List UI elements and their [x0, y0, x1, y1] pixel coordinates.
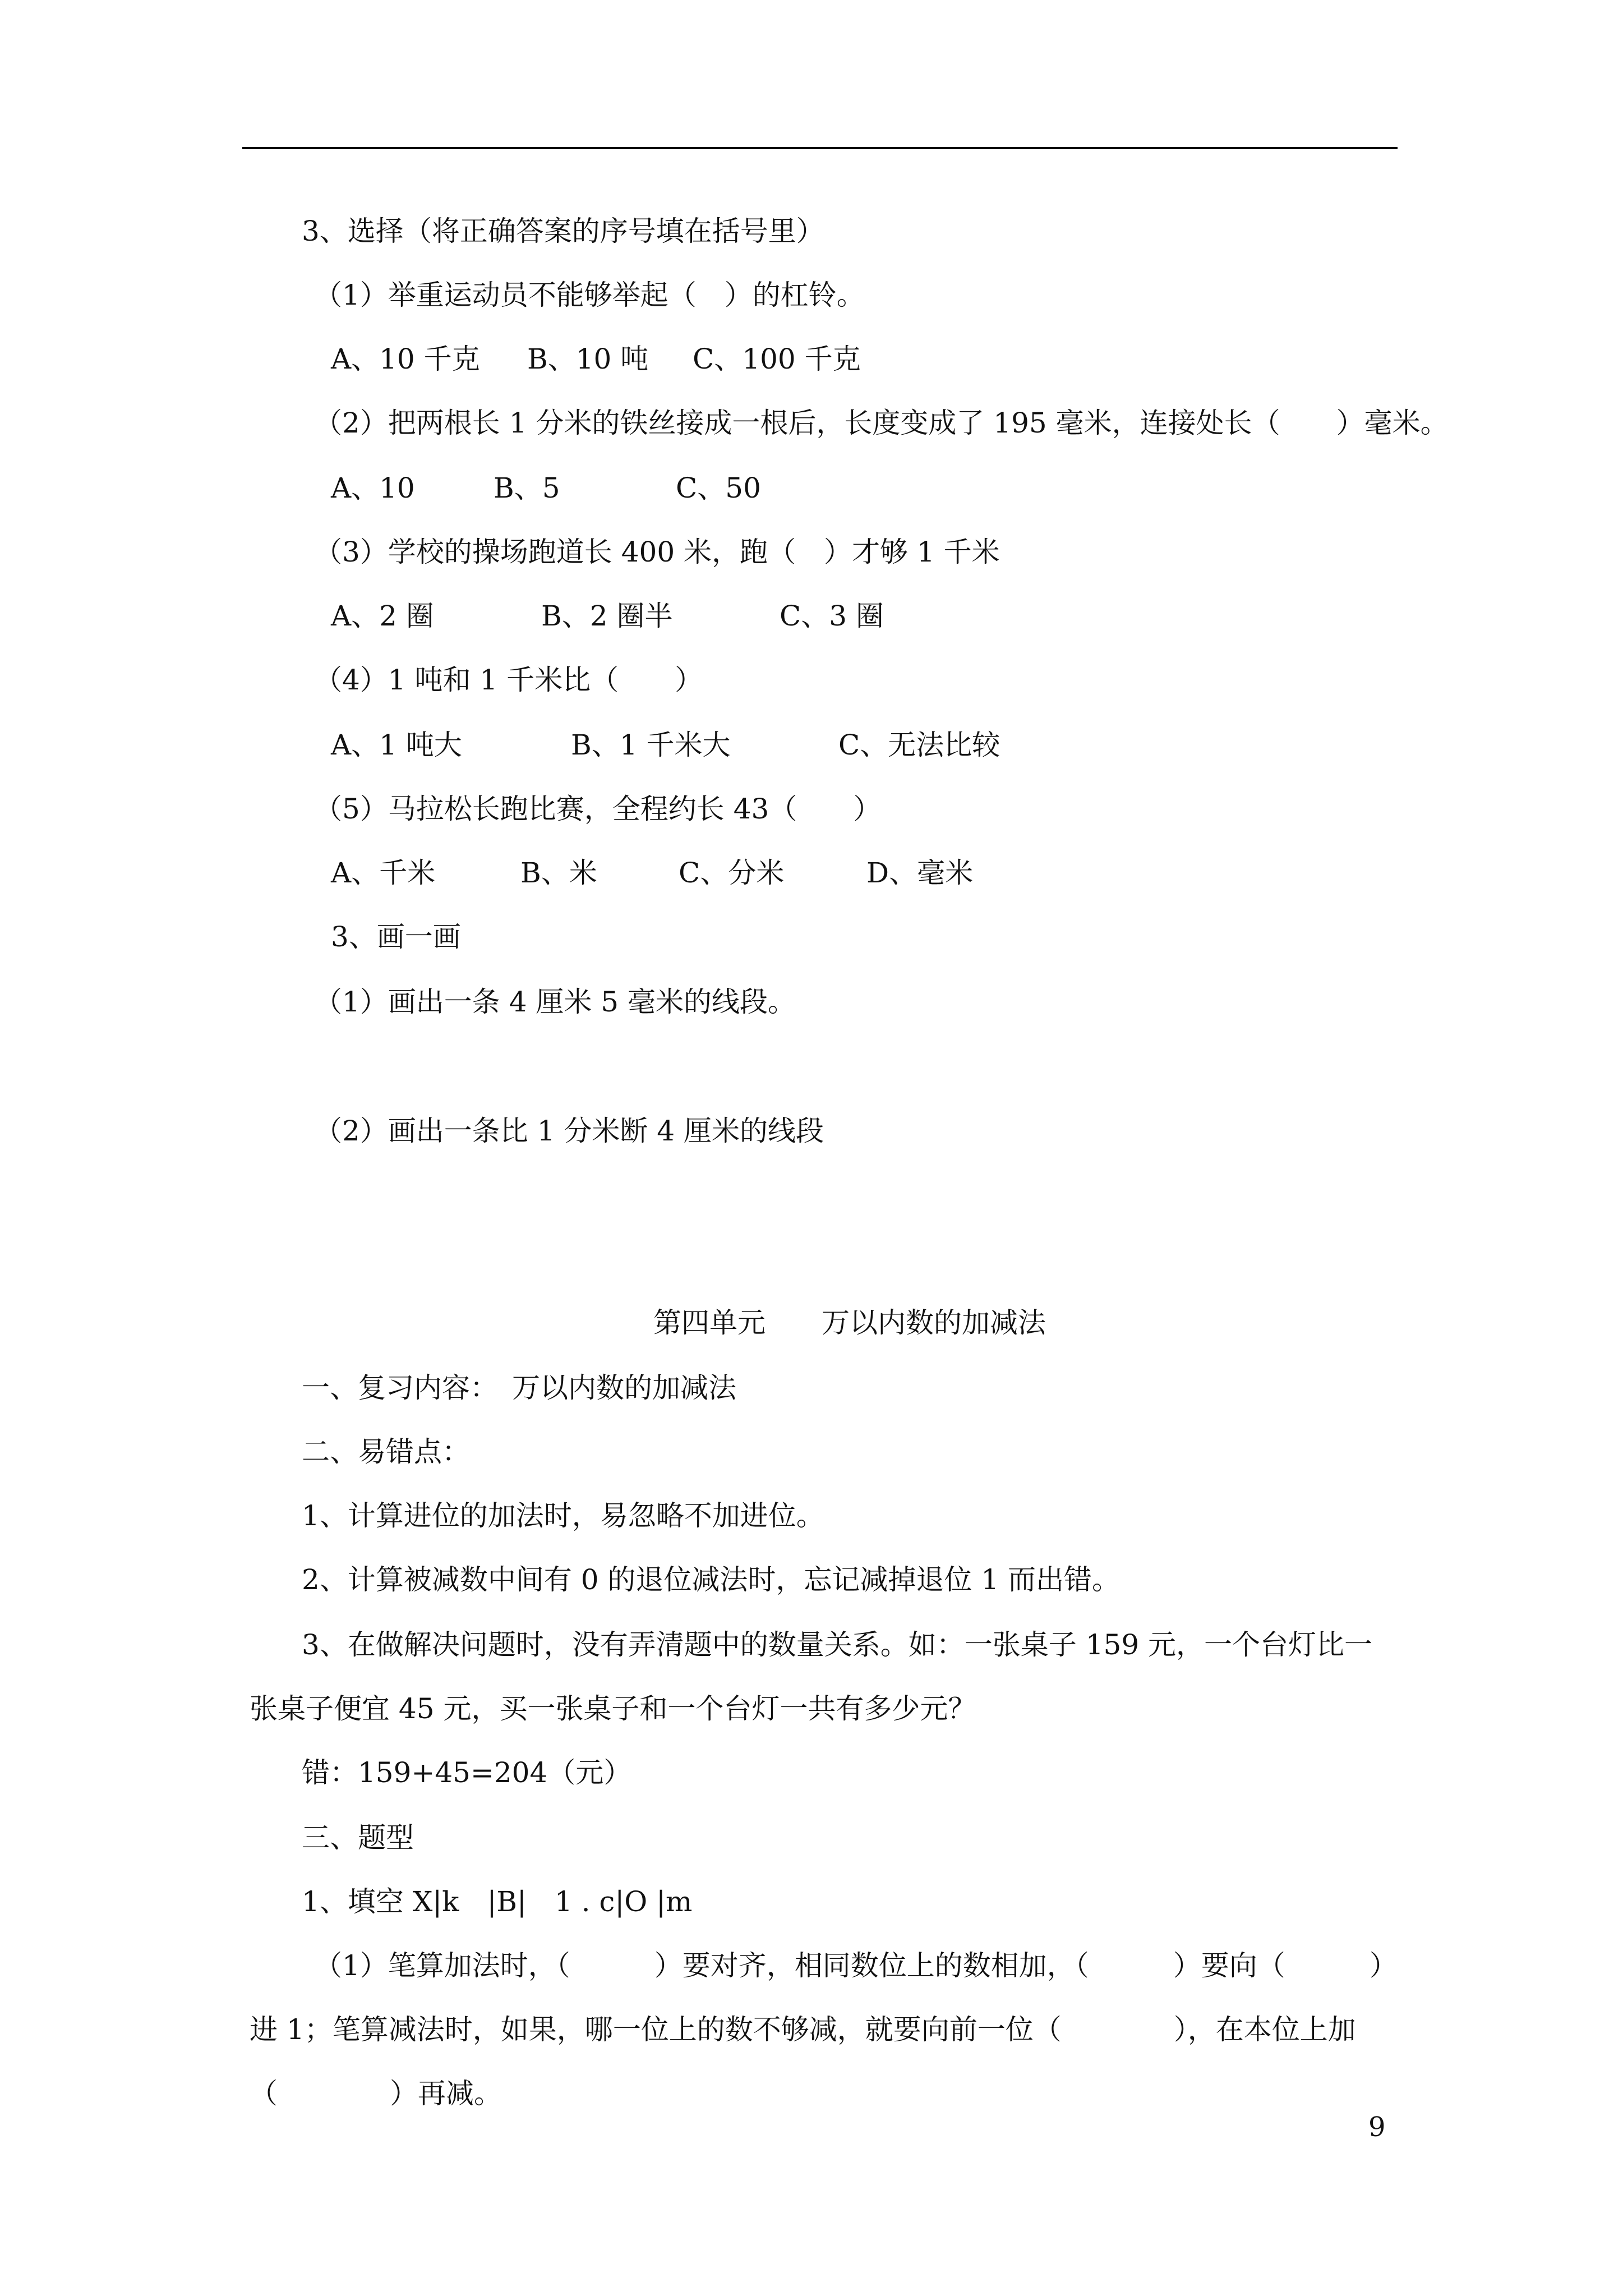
- question-1-option-c: C、100 千克: [693, 343, 861, 375]
- question-3-option-c: C、3 圈: [780, 600, 884, 632]
- question-1: （1）举重运动员不能够举起（ ）的杠铃。: [314, 279, 865, 311]
- question-1-option-a: A、10 千克: [331, 343, 480, 375]
- section-title-choice: 3、选择（将正确答案的序号填在括号里）: [302, 215, 824, 247]
- page-number: 9: [1368, 2111, 1386, 2143]
- question-5-option-b: B、米: [520, 857, 597, 889]
- question-5: （5）马拉松长跑比赛，全程约长 43（ ）: [314, 793, 882, 825]
- question-2-option-a: A、10: [331, 472, 415, 504]
- question-4-option-b: B、1 千米大: [571, 729, 731, 761]
- question-4-option-c: C、无法比较: [838, 729, 1000, 761]
- error-point-1: 1、计算进位的加法时，易忽略不加进位。: [302, 1499, 824, 1532]
- question-3: （3）学校的操场跑道长 400 米，跑（ ）才够 1 千米: [314, 536, 1000, 568]
- section-title-draw: 3、画一画: [331, 921, 461, 953]
- fill-blank-1-line-2: 进 1；笔算减法时，如果，哪一位上的数不够减，就要向前一位（ ），在本位上加: [250, 2013, 1356, 2046]
- question-2-option-b: B、5: [494, 472, 560, 504]
- question-4-option-a: A、1 吨大: [331, 729, 462, 761]
- fill-blank-1-line-3: （ ）再减。: [250, 2077, 502, 2110]
- question-5-option-c: C、分米: [679, 857, 785, 889]
- question-5-option-d: D、毫米: [866, 857, 974, 889]
- header-rule: [242, 147, 1398, 149]
- wrong-example: 错：159+45=204（元）: [302, 1756, 632, 1789]
- error-point-3-line-1: 3、在做解决问题时，没有弄清题中的数量关系。如：一张桌子 159 元，一个台灯比一: [302, 1628, 1373, 1661]
- fill-blank-1-line-1: （1）笔算加法时，（ ）要对齐，相同数位上的数相加，（ ）要向（ ）: [314, 1949, 1398, 1982]
- unit-title: 第四单元 万以内数的加减法: [653, 1306, 1046, 1339]
- question-3-option-a: A、2 圈: [331, 600, 434, 632]
- fill-blank-heading: 1、填空 X|k |B| 1 . c|O |m: [302, 1885, 693, 1918]
- question-3-option-b: B、2 圈半: [541, 600, 673, 632]
- question-2: （2）把两根长 1 分米的铁丝接成一根后，长度变成了 195 毫米，连接处长（ ）毫米。: [314, 407, 1449, 439]
- question-5-option-a: A、千米: [331, 857, 436, 889]
- question-1-option-b: B、10 吨: [527, 343, 649, 375]
- question-4: （4）1 吨和 1 千米比（ ）: [314, 664, 703, 696]
- error-point-3-line-2: 张桌子便宜 45 元，买一张桌子和一个台灯一共有多少元？: [250, 1692, 976, 1725]
- question-types-heading: 三、题型: [302, 1821, 414, 1854]
- errors-heading: 二、易错点：: [302, 1435, 470, 1468]
- error-point-2: 2、计算被减数中间有 0 的退位减法时，忘记减掉退位 1 而出错。: [302, 1563, 1121, 1596]
- question-2-option-c: C、50: [676, 472, 761, 504]
- review-content: 一、复习内容： 万以内数的加减法: [302, 1372, 736, 1404]
- draw-task-1: （1）画出一条 4 厘米 5 毫米的线段。: [314, 986, 796, 1018]
- draw-task-2: （2）画出一条比 1 分米断 4 厘米的线段: [314, 1115, 824, 1147]
